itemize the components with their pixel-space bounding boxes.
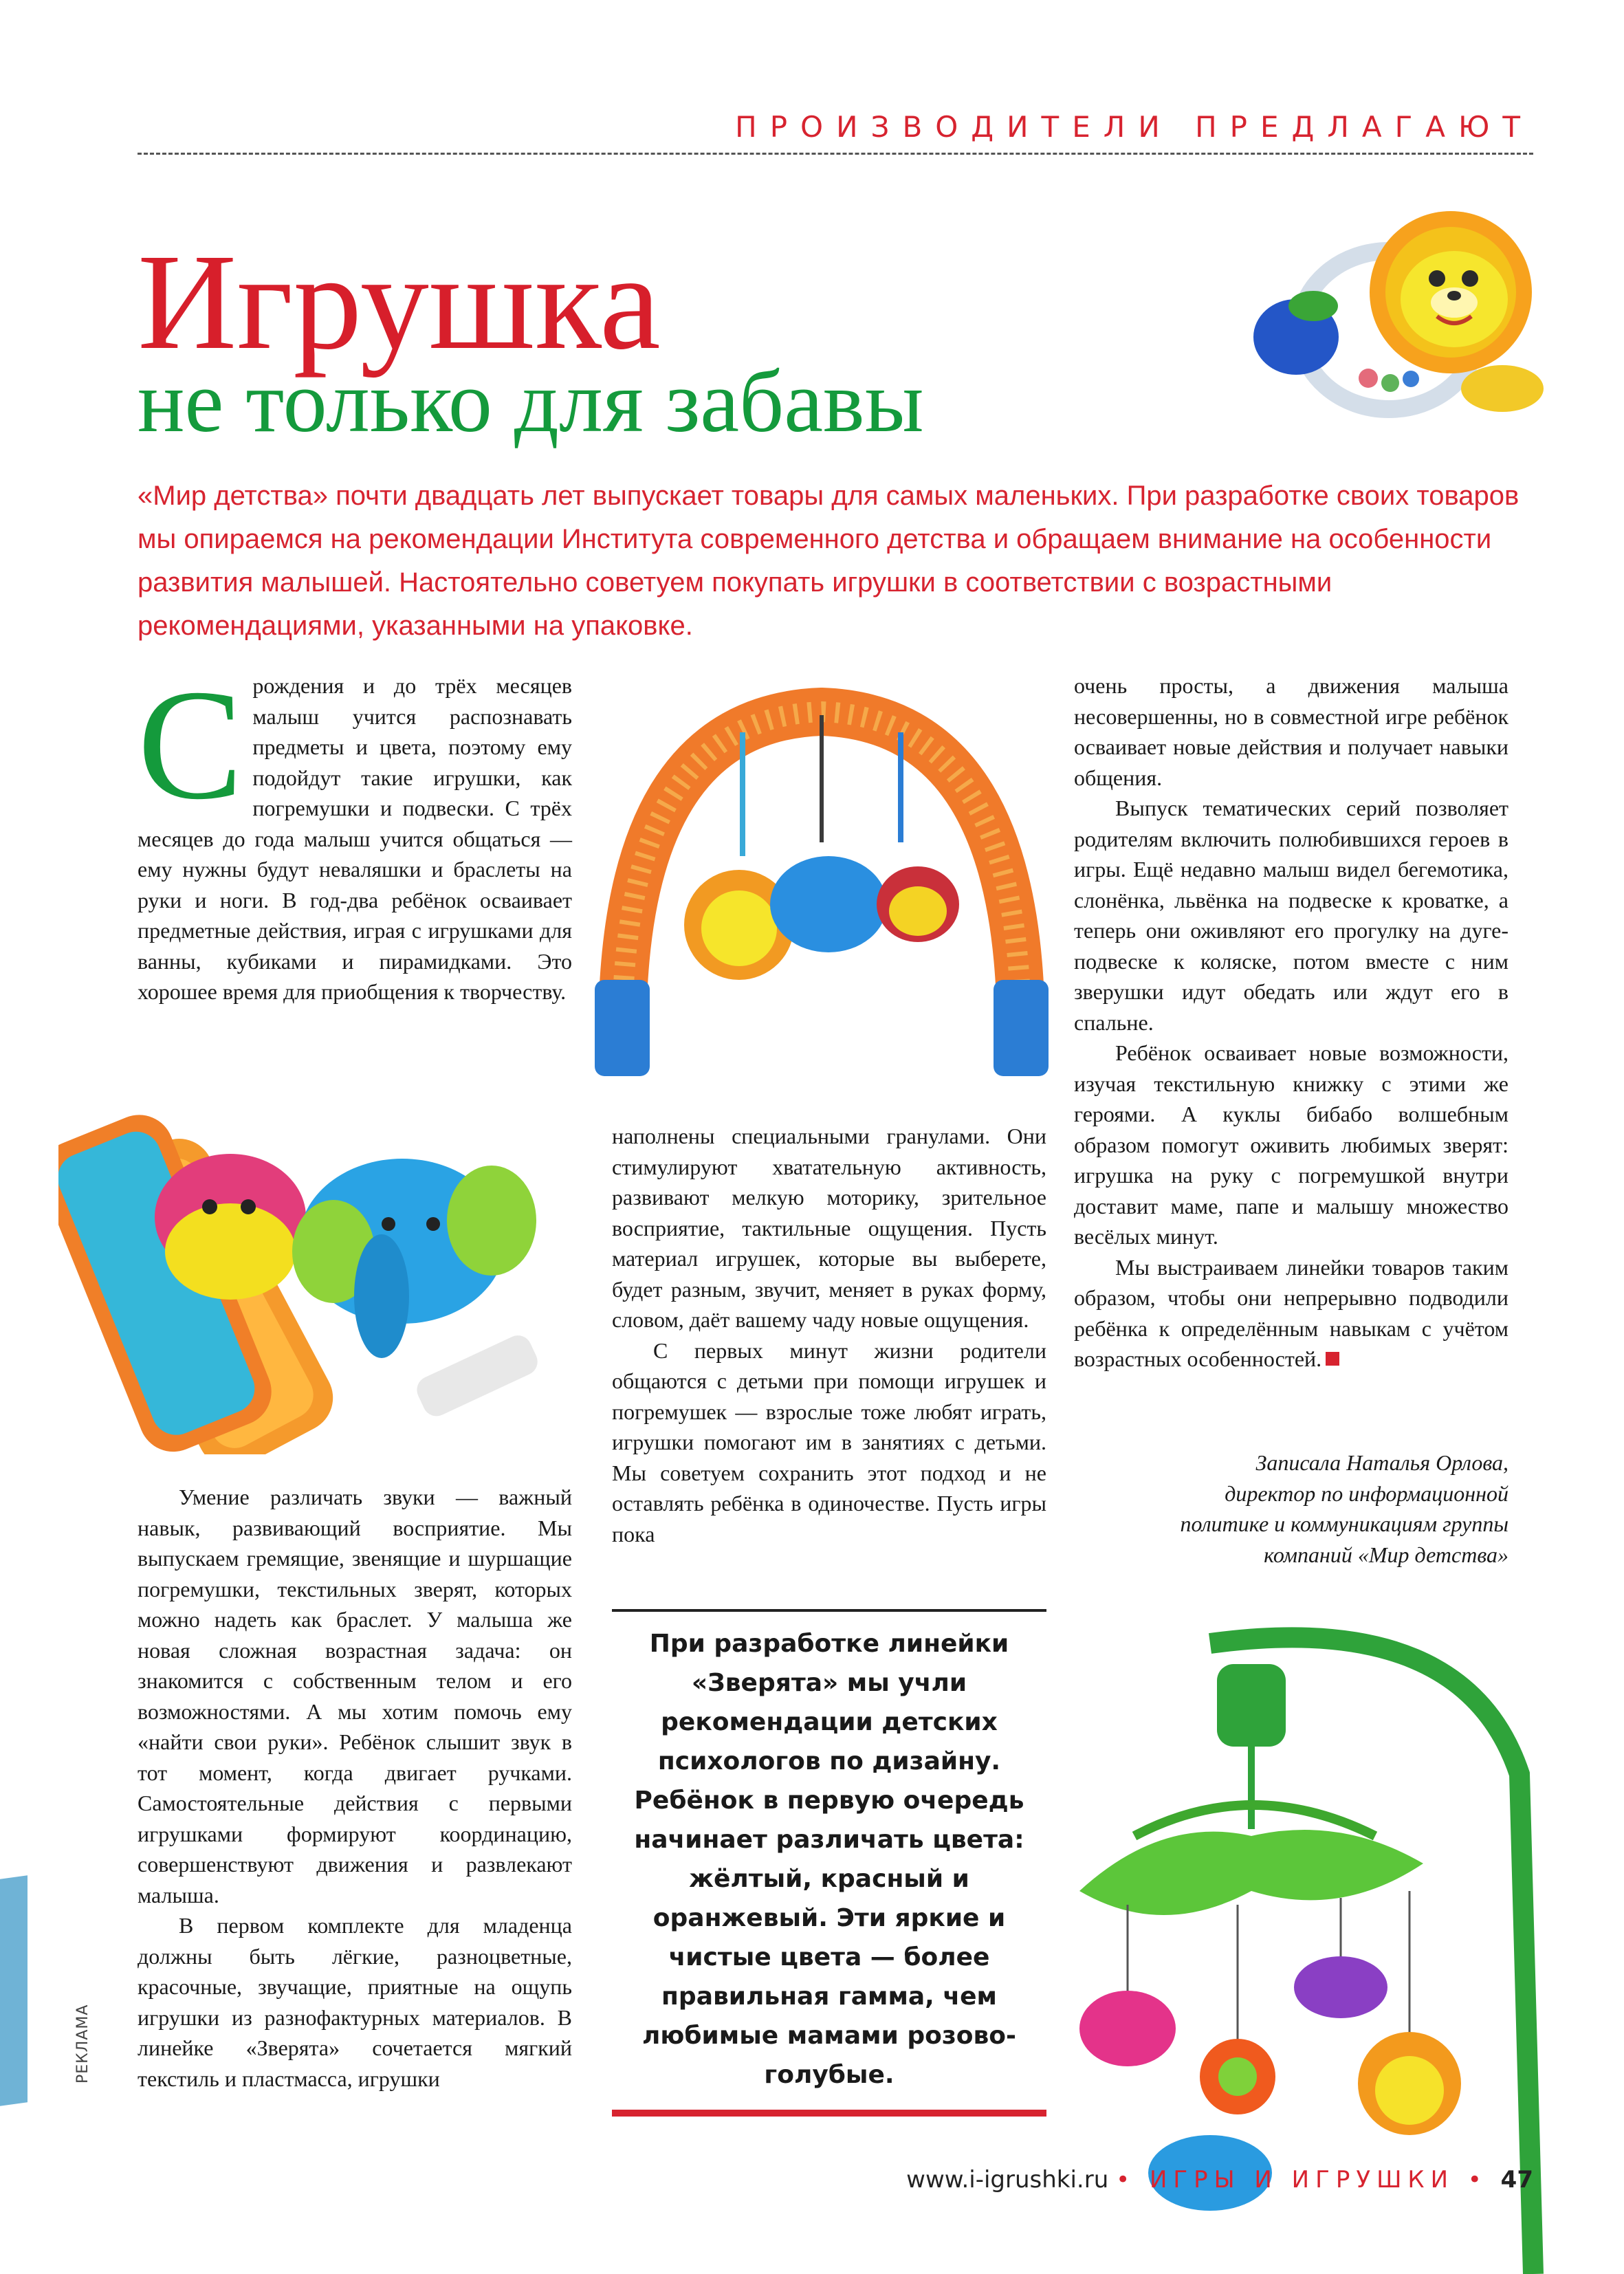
signature-line-4: компаний «Мир детства»	[1264, 1542, 1508, 1567]
column-1-paragraph-3: В первом комплекте для младенца должны быть лёгкие, разноцветные, красочные, звучащие, приятные на ощупь игрушки из разнофактурных материалов. В линейке «Зверята» сочетается мягкий текстиль и пластмасса, игрушки	[138, 1913, 572, 2091]
column-2-paragraph-1: наполнены специальными гранулами. Они стимулируют хватательную активность, развивают мелкую моторику, зрительное восприятие, тактильные ощущения. Пусть материал игрушек, которые вы выберете, будет разным, звучит, меняет в руках форму, словом, даёт вашему чаду новые ощущения.	[612, 1124, 1046, 1332]
column-1-paragraph-1: рождения и до трёх месяцев малыш учится распознавать предметы и цвета, поэтому ему подойдут такие игрушки, как погремушки и подвески. С трёх месяцев до года малыш учится общаться — ему нужны будут неваляшки и браслеты на руки и ноги. В год-два ребёнок осваивает предметные действия, играя с игрушками для ванны, кубиками и пирамидками. Это хорошее время для приобщения к творчеству.	[138, 673, 572, 1004]
footer-magazine: • ИГРЫ И ИГРУШКИ •	[1116, 2166, 1488, 2194]
column-2-paragraph-2: С первых минут жизни родители общаются с детьми при помощи игрушек и погремушек — взрослые тоже любят играть, игрушки помогают им в занятиях с детьми. Мы советуем сохранить этот подход и не оставлять ребёнка в одиночестве. Пусть игры пока	[612, 1337, 1046, 1546]
footer-site[interactable]: www.i-igrushki.ru	[906, 2166, 1109, 2194]
drop-cap: С	[138, 657, 243, 832]
end-mark-icon	[1326, 1352, 1339, 1366]
page-footer	[825, 2166, 1533, 2194]
column-3-paragraph-4: Мы выстраиваем линейки товаров таким образом, чтобы они непрерывно подводили ребёнка к определённым навыкам с учётом возрастных особенностей.	[1074, 1254, 1508, 1371]
advertisement-label: РЕКЛАМА	[74, 2004, 91, 2084]
column-2	[612, 1121, 1046, 1549]
article-subtitle: не только для забавы	[138, 353, 924, 450]
column-3-paragraph-2: Выпуск тематических серий позволяет родителям включить полюбившихся героев в игры. Ещё недавно малыш видел бегемотика, слонёнка, львёнка на подвеске к кроватке, а теперь они оживляют его прогулку на дуге-подвеске к коляске, потом вместе с ним зверушки идут обедать или ждут его в спальне.	[1074, 796, 1508, 1035]
column-1-paragraph-2: Умение различать звуки — важный навык, развивающий восприятие. Мы выпускаем гремящие, звенящие и шуршащие погремушки, текстильных зверят, которых можно надеть как браслет. У малыша же новая сложная возрастная задача: он знакомится с собственным телом и его возможностями. А мы хотим помочь ему «найти свои руки». Ребёнок слышит звук в тот момент, когда двигает ручками. Самостоятельные действия с первыми игрушками формируют координацию, совершенствуют движения и развлекают малыша.	[138, 1485, 572, 1907]
column-3-paragraph-3: Ребёнок осваивает новые возможности, изучая текстильную книжку с этими же героями. А куклы бибабо волшебным образом помогут оживить любимых зверят: игрушка на руку с погремушкой внутри доставит маме, папе и малышу множество весёлых минут.	[1074, 1040, 1508, 1249]
signature-line-1: Записала Наталья Орлова,	[1255, 1450, 1508, 1475]
column-1-bottom	[138, 1482, 572, 2094]
lead-paragraph: «Мир детства» почти двадцать лет выпускает товары для самых маленьких. При разработке своих товаров мы опираемся на рекомендации Института современного детства и обращаем внимание на особенности развития малышей. Настоятельно советуем покупать игрушки в соответствии с возрастными рекомендациями, указанными на упаковке.	[138, 481, 1519, 641]
pull-quote: При разработке линейки «Зверята» мы учли рекомендации детских психологов по дизайну. Ребёнок в первую очередь начинает различать цвета: жёлтый, красный и оранжевый. Эти яркие и чистые цвета — более правильная гамма, чем любимые мамами розово-голубые.	[612, 1609, 1046, 2117]
section-rubric: ПРОИЗВОДИТЕЛИ ПРЕДЛАГАЮТ	[735, 110, 1533, 144]
column-1-top	[138, 657, 572, 1007]
page-number: 47	[1500, 2166, 1533, 2194]
lion-rattle-image	[1231, 189, 1561, 444]
page-edge-image	[0, 1875, 28, 2106]
signature	[1074, 1447, 1508, 1570]
signature-line-2: директор по информационной	[1225, 1480, 1508, 1506]
signature-line-3: политике и коммуникациям группы	[1180, 1511, 1508, 1536]
wrist-rattles-image	[58, 1069, 588, 1454]
article-title: Игрушка	[138, 226, 661, 378]
header-divider	[138, 153, 1533, 155]
stroller-arch-image	[581, 677, 1062, 1097]
column-3-paragraph-1: очень просты, а движения малыша несовершенны, но в совместной игре ребёнок осваивает новые действия и получает навыки общения.	[1074, 673, 1508, 790]
column-3	[1074, 670, 1508, 1375]
